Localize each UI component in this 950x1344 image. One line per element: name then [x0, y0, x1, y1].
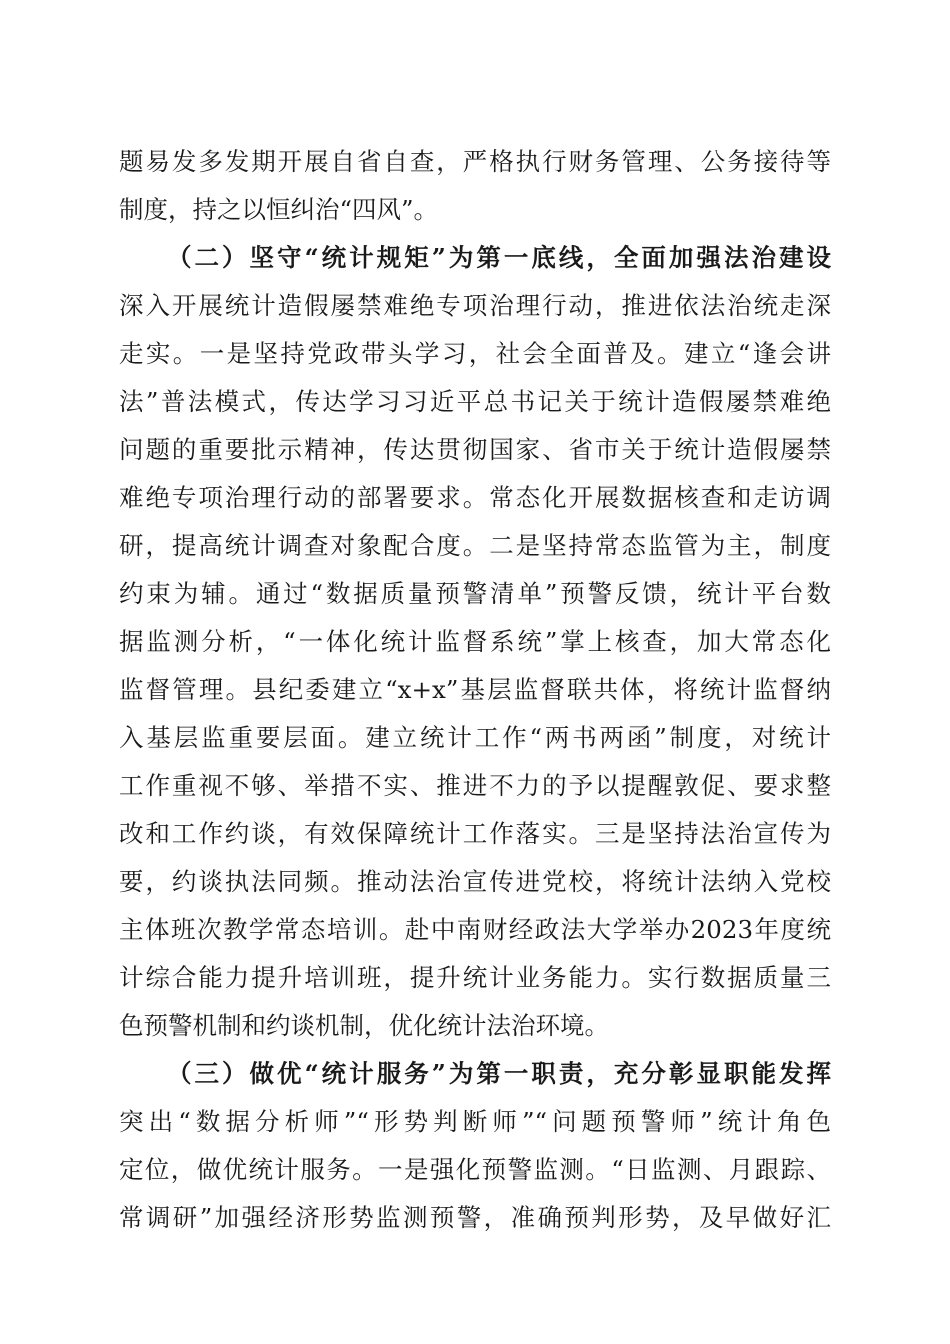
paragraph-line: 约束为辅。通过“数据质量预警清单”预警反馈，统计平台数: [119, 579, 831, 608]
section-heading: （二）坚守“统计规矩”为第一底线，全面加强法治建设: [167, 243, 831, 272]
paragraph-line: 难绝专项治理行动的部署要求。常态化开展数据核查和走访调: [119, 483, 831, 512]
paragraph-line: 监督管理。县纪委建立“x+x”基层监督联共体，将统计监督纳: [119, 675, 831, 704]
paragraph-line: 题易发多发期开展自省自查，严格执行财务管理、公务接待等: [119, 147, 831, 176]
paragraph-line: 突出“数据分析师”“形势判断师”“问题预警师”统计角色: [119, 1107, 831, 1136]
paragraph-line: 走实。一是坚持党政带头学习，社会全面普及。建立“逢会讲: [119, 339, 831, 368]
section-heading: （三）做优“统计服务”为第一职责，充分彰显职能发挥: [167, 1059, 831, 1088]
paragraph-line: 工作重视不够、举措不实、推进不力的予以提醒敦促、要求整: [119, 771, 831, 800]
paragraph-line: 问题的重要批示精神，传达贯彻国家、省市关于统计造假屡禁: [119, 435, 831, 464]
paragraph-line: 据监测分析，“一体化统计监督系统”掌上核查，加大常态化: [119, 627, 831, 656]
paragraph-line: 研，提高统计调查对象配合度。二是坚持常态监管为主，制度: [119, 531, 831, 560]
paragraph-line: 制度，持之以恒纠治“四风”。: [119, 195, 439, 224]
paragraph-line: 色预警机制和约谈机制，优化统计法治环境。: [119, 1011, 609, 1040]
paragraph-line: 入基层监重要层面。建立统计工作“两书两函”制度，对统计: [119, 723, 831, 752]
paragraph-line: 法”普法模式，传达学习习近平总书记关于统计造假屡禁难绝: [119, 387, 831, 416]
paragraph-line: 计综合能力提升培训班，提升统计业务能力。实行数据质量三: [119, 963, 831, 992]
paragraph-line: 常调研”加强经济形势监测预警，准确预判形势，及早做好汇: [119, 1203, 831, 1232]
paragraph-line: 主体班次教学常态培训。赴中南财经政法大学举办2023年度统: [119, 915, 831, 944]
paragraph-line: 改和工作约谈，有效保障统计工作落实。三是坚持法治宣传为: [119, 819, 831, 848]
paragraph-line: 深入开展统计造假屡禁难绝专项治理行动，推进依法治统走深: [119, 291, 831, 320]
paragraph-line: 定位，做优统计服务。一是强化预警监测。“日监测、月跟踪、: [119, 1155, 831, 1184]
paragraph-line: 要，约谈执法同频。推动法治宣传进党校，将统计法纳入党校: [119, 867, 831, 896]
